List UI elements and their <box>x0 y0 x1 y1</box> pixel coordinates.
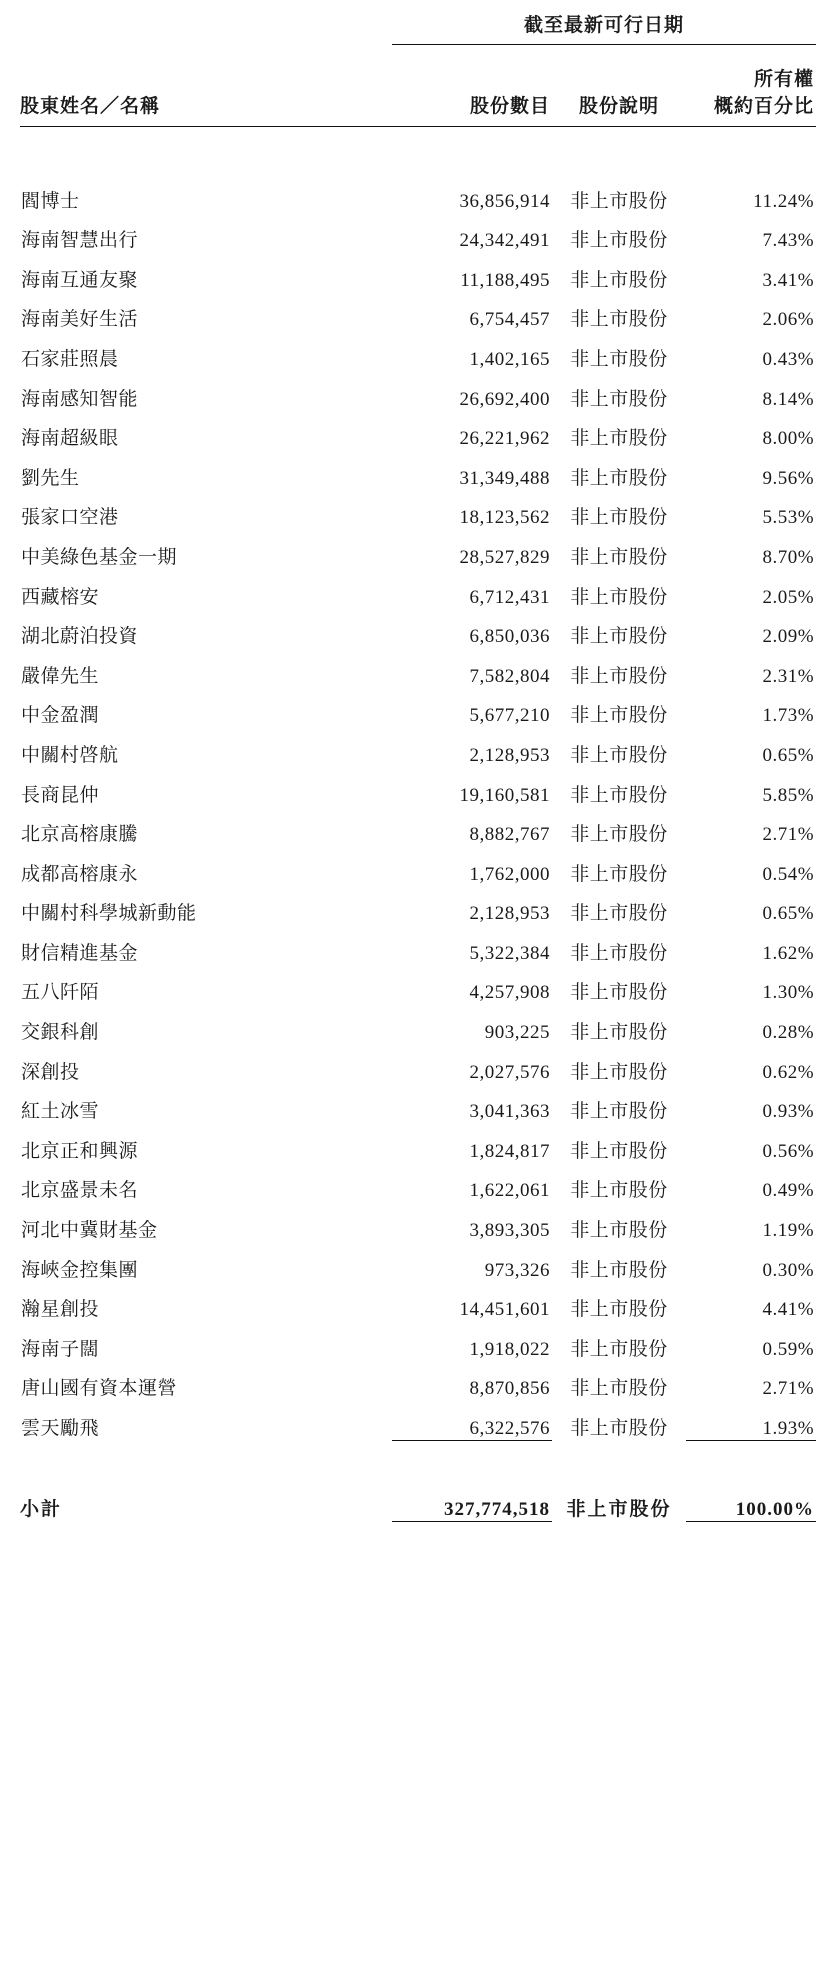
table-row <box>20 965 816 1005</box>
shares-description: 非上市股份 <box>570 665 668 687</box>
shareholder-name: 交銀科創 <box>21 1022 100 1044</box>
shares-description: 非上市股份 <box>570 744 668 766</box>
shareholder-name: 長商昆仲 <box>21 784 100 806</box>
subtotal-percentage: 100.00% <box>735 1499 815 1520</box>
shares-percentage: 2.09% <box>762 626 815 648</box>
subtotal-gap-cell-1 <box>20 1441 392 1482</box>
shares-description: 非上市股份 <box>570 1180 668 1202</box>
shares-percentage: 2.71% <box>762 824 815 846</box>
shares-percentage: 3.41% <box>762 269 815 291</box>
shares-percentage: 1.93% <box>762 1418 815 1439</box>
shares-description: 非上市股份 <box>570 586 668 608</box>
table-row <box>20 490 816 530</box>
table-row <box>20 807 816 847</box>
shares-description: 非上市股份 <box>570 1022 668 1044</box>
shares-percentage: 0.30% <box>762 1259 815 1281</box>
subtotal-gap-cell-3 <box>552 1441 686 1482</box>
shares-description: 非上市股份 <box>570 546 668 568</box>
table-row <box>20 767 816 807</box>
shares-number: 6,850,036 <box>469 626 550 648</box>
shareholding-table <box>20 10 816 1522</box>
shareholder-name: 五八阡陌 <box>21 982 100 1004</box>
table-row <box>20 411 816 451</box>
table-row <box>20 1084 816 1124</box>
shares-description: 非上市股份 <box>570 190 668 212</box>
shares-number: 6,754,457 <box>469 309 550 331</box>
table-row <box>20 173 816 213</box>
header-ownership-spacer-1 <box>20 45 392 92</box>
subtotal-gap-cell-4 <box>686 1441 816 1482</box>
table-row <box>20 331 816 371</box>
shares-number: 19,160,581 <box>459 784 550 806</box>
subtotal-bottom-rule-cell-3 <box>552 1521 686 1522</box>
gap-cell-1 <box>20 127 392 174</box>
subtotal-bottom-rule-cell-4 <box>686 1521 816 1522</box>
shares-description: 非上市股份 <box>570 705 668 727</box>
shares-percentage: 11.24% <box>753 190 815 212</box>
shares-number: 973,326 <box>484 1259 550 1281</box>
shares-number: 5,322,384 <box>469 942 550 964</box>
shareholder-name: 海南感知智能 <box>21 388 139 410</box>
subtotal-bottom-rule-cell-1 <box>20 1521 392 1522</box>
gap-cell-4 <box>686 127 816 174</box>
shares-percentage: 0.65% <box>762 903 815 925</box>
shareholder-name: 張家口空港 <box>21 507 119 529</box>
shares-number: 2,027,576 <box>469 1061 550 1083</box>
table-row <box>20 1282 816 1322</box>
shareholder-name: 深創投 <box>21 1061 80 1083</box>
shareholder-name: 中關村啓航 <box>21 744 119 766</box>
shares-number: 11,188,495 <box>460 269 550 291</box>
shares-percentage: 0.59% <box>762 1338 815 1360</box>
shares-number: 31,349,488 <box>459 467 550 489</box>
shareholder-name: 海南互通友聚 <box>21 269 139 291</box>
header-ownership-spacer-3 <box>552 45 686 92</box>
subtotal-gap-cell-2 <box>392 1441 552 1482</box>
shares-number: 6,712,431 <box>469 586 550 608</box>
shares-description: 非上市股份 <box>570 1220 668 1242</box>
table-row <box>20 529 816 569</box>
shareholder-name: 海南美好生活 <box>21 309 139 331</box>
shares-number: 1,622,061 <box>469 1180 550 1202</box>
header-span-spacer <box>20 10 392 45</box>
shares-percentage: 7.43% <box>762 230 815 252</box>
table-row <box>20 1202 816 1242</box>
shares-number: 18,123,562 <box>459 507 550 529</box>
shares-number: 1,762,000 <box>469 863 550 885</box>
shareholder-name: 西藏榕安 <box>21 586 100 608</box>
shareholder-name: 閻博士 <box>21 190 80 212</box>
shares-description: 非上市股份 <box>570 863 668 885</box>
shares-number: 903,225 <box>484 1022 550 1044</box>
table-row <box>20 292 816 332</box>
shares-number: 7,582,804 <box>469 665 550 687</box>
table-row <box>20 925 816 965</box>
shares-percentage: 1.19% <box>762 1220 815 1242</box>
shares-percentage: 8.70% <box>762 546 815 568</box>
shareholder-name: 北京正和興源 <box>21 1140 139 1162</box>
table-row <box>20 1321 816 1361</box>
table-row <box>20 450 816 490</box>
shares-percentage: 1.73% <box>762 705 815 727</box>
table-row <box>20 1123 816 1163</box>
shares-description: 非上市股份 <box>570 942 668 964</box>
header-columns-row <box>20 91 816 127</box>
shares-description: 非上市股份 <box>570 269 668 291</box>
shares-number: 3,893,305 <box>469 1220 550 1242</box>
shareholder-name: 海南子闊 <box>21 1338 100 1360</box>
shares-description: 非上市股份 <box>570 507 668 529</box>
table-row <box>20 609 816 649</box>
header-span-row <box>20 10 816 45</box>
table-row <box>20 886 816 926</box>
header-gap-row <box>20 127 816 174</box>
shares-description: 非上市股份 <box>570 982 668 1004</box>
shares-description: 非上市股份 <box>570 903 668 925</box>
table-row <box>20 1242 816 1282</box>
shareholder-name: 成都高榕康永 <box>21 863 139 885</box>
subtotal-label: 小計 <box>20 1499 63 1520</box>
shares-percentage: 0.56% <box>762 1140 815 1162</box>
shareholder-name: 嚴偉先生 <box>21 665 100 687</box>
shares-percentage: 0.49% <box>762 1180 815 1202</box>
shares-description: 非上市股份 <box>570 1259 668 1281</box>
subtotal-row <box>20 1481 816 1521</box>
shareholder-name: 石家莊照晨 <box>21 348 119 370</box>
shares-description: 非上市股份 <box>570 1140 668 1162</box>
shares-percentage: 2.31% <box>762 665 815 687</box>
subtotal-shares: 327,774,518 <box>444 1499 550 1520</box>
gap-cell-2 <box>392 127 552 174</box>
table-row <box>20 727 816 767</box>
subtotal-bottom-rule-cell-2 <box>392 1521 552 1522</box>
table-row <box>20 1044 816 1084</box>
table-row <box>20 252 816 292</box>
subtotal-description: 非上市股份 <box>566 1499 672 1520</box>
shareholder-name: 北京高榕康騰 <box>21 824 139 846</box>
subtotal-gap-row <box>20 1441 816 1482</box>
shares-percentage: 1.62% <box>762 942 815 964</box>
shareholder-name: 中金盈潤 <box>21 705 100 727</box>
shares-description: 非上市股份 <box>570 388 668 410</box>
shareholder-name: 北京盛景未名 <box>21 1180 139 1202</box>
shares-description: 非上市股份 <box>570 309 668 331</box>
shareholder-name: 湖北蔚泊投資 <box>21 626 139 648</box>
header-as-of-date: 截至最新可行日期 <box>392 10 816 45</box>
shares-description: 非上市股份 <box>570 626 668 648</box>
shares-number: 2,128,953 <box>469 744 550 766</box>
shareholder-name: 中關村科學城新動能 <box>21 903 197 925</box>
shares-percentage: 0.65% <box>762 744 815 766</box>
shareholder-name: 河北中冀財基金 <box>21 1220 158 1242</box>
shares-number: 3,041,363 <box>469 1101 550 1123</box>
shares-percentage: 5.85% <box>762 784 815 806</box>
shares-description: 非上市股份 <box>570 467 668 489</box>
shares-description: 非上市股份 <box>570 428 668 450</box>
column-header-shares: 股份數目 <box>392 91 552 127</box>
shares-percentage: 0.28% <box>762 1022 815 1044</box>
table-row <box>20 1163 816 1203</box>
shares-number: 28,527,829 <box>459 546 550 568</box>
shares-percentage: 5.53% <box>762 507 815 529</box>
shareholder-name: 海南超級眼 <box>21 428 119 450</box>
shares-number: 1,918,022 <box>469 1338 550 1360</box>
table-row <box>20 688 816 728</box>
shares-percentage: 4.41% <box>762 1299 815 1321</box>
shares-percentage: 0.93% <box>762 1101 815 1123</box>
table-row <box>20 1004 816 1044</box>
shareholder-name: 唐山國有資本運營 <box>21 1378 178 1400</box>
shares-percentage: 0.43% <box>762 348 815 370</box>
shares-number: 1,402,165 <box>469 348 550 370</box>
shares-percentage: 9.56% <box>762 467 815 489</box>
shares-number: 6,322,576 <box>469 1418 550 1439</box>
shares-number: 8,882,767 <box>469 824 550 846</box>
column-header-percentage: 概約百分比 <box>686 91 816 127</box>
shares-percentage: 2.06% <box>762 309 815 331</box>
shares-description: 非上市股份 <box>570 1101 668 1123</box>
shares-percentage: 2.05% <box>762 586 815 608</box>
shareholder-name: 紅土冰雪 <box>21 1101 100 1123</box>
shares-number: 24,342,491 <box>459 230 550 252</box>
table-row <box>20 569 816 609</box>
shares-description: 非上市股份 <box>570 1299 668 1321</box>
column-header-description: 股份說明 <box>552 91 686 127</box>
table-row <box>20 371 816 411</box>
shares-number: 5,677,210 <box>469 705 550 727</box>
shareholder-name: 財信精進基金 <box>21 942 139 964</box>
shares-number: 8,870,856 <box>469 1378 550 1400</box>
shares-number: 4,257,908 <box>469 982 550 1004</box>
shares-description: 非上市股份 <box>570 230 668 252</box>
header-ownership-label: 所有權 <box>754 69 815 90</box>
shares-number: 26,692,400 <box>459 388 550 410</box>
table-row <box>20 846 816 886</box>
shares-percentage: 1.30% <box>762 982 815 1004</box>
subtotal-bottom-rule <box>20 1521 816 1522</box>
header-ownership-spacer-2 <box>392 45 552 92</box>
shares-percentage: 8.14% <box>762 388 815 410</box>
shares-description: 非上市股份 <box>570 1338 668 1360</box>
header-ownership-row <box>20 45 816 92</box>
shares-description: 非上市股份 <box>570 348 668 370</box>
shares-number: 1,824,817 <box>469 1140 550 1162</box>
shares-percentage: 8.00% <box>762 428 815 450</box>
shares-number: 14,451,601 <box>459 1299 550 1321</box>
shareholder-name: 劉先生 <box>21 467 80 489</box>
shares-percentage: 0.62% <box>762 1061 815 1083</box>
table-row <box>20 1400 816 1440</box>
gap-cell-3 <box>552 127 686 174</box>
shares-description: 非上市股份 <box>570 1418 668 1439</box>
shareholder-name: 瀚星創投 <box>21 1299 100 1321</box>
table-body <box>20 10 816 1522</box>
shares-percentage: 2.71% <box>762 1378 815 1400</box>
shares-description: 非上市股份 <box>570 824 668 846</box>
shareholder-name: 海南智慧出行 <box>21 230 139 252</box>
shares-description: 非上市股份 <box>570 784 668 806</box>
table-row <box>20 213 816 253</box>
table-row <box>20 1361 816 1401</box>
shares-percentage: 0.54% <box>762 863 815 885</box>
shares-description: 非上市股份 <box>570 1378 668 1400</box>
shares-number: 36,856,914 <box>459 190 550 212</box>
table-row <box>20 648 816 688</box>
shares-number: 26,221,962 <box>459 428 550 450</box>
shares-description: 非上市股份 <box>570 1061 668 1083</box>
shareholder-name: 海峽金控集團 <box>21 1259 139 1281</box>
shareholder-name: 雲天勵飛 <box>21 1418 100 1439</box>
shareholder-name: 中美綠色基金一期 <box>21 546 178 568</box>
shares-number: 2,128,953 <box>469 903 550 925</box>
column-header-name: 股東姓名／名稱 <box>20 91 392 127</box>
